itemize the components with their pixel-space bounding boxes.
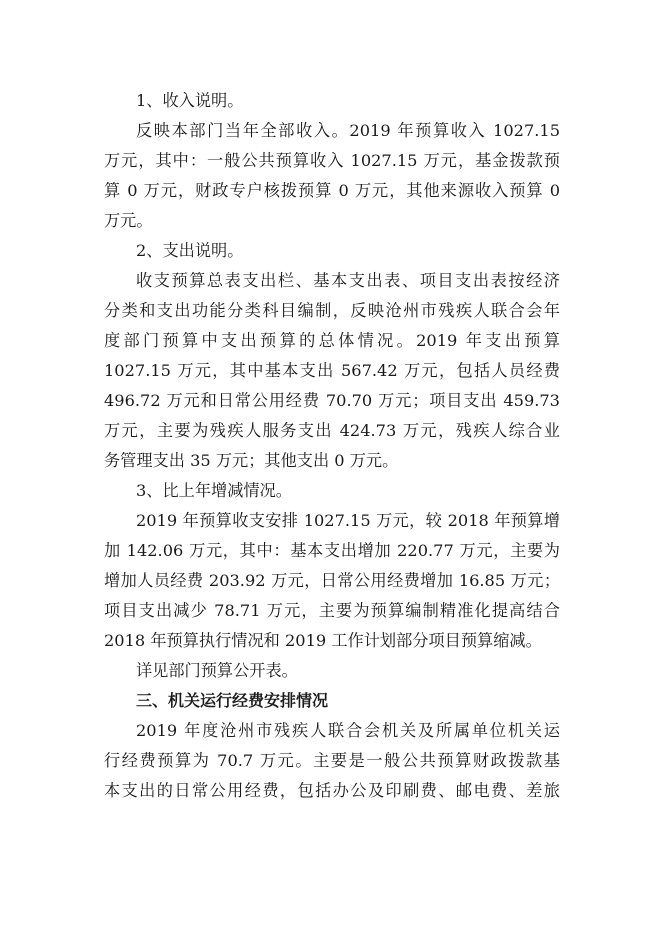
expenditure-paragraph-line: 万元，主要为残疾人服务支出 424.73 万元，残疾人综合业 — [104, 421, 560, 440]
income-section-heading: 1、收入说明。 — [136, 91, 244, 110]
operating-expenses-heading: 三、机关运行经费安排情况 — [136, 691, 329, 710]
operating-expenses-paragraph-line: 行经费预算为 70.7 万元。主要是一般公共预算财政拨款基 — [104, 751, 560, 770]
expenditure-section-heading: 2、支出说明。 — [136, 241, 244, 260]
change-paragraph-line: 2019 年预算收支安排 1027.15 万元，较 2018 年预算增 — [136, 511, 560, 530]
see-tables-note: 详见部门预算公开表。 — [136, 661, 298, 680]
expenditure-paragraph-line: 分类和支出功能分类科目编制，反映沧州市残疾人联合会年 — [104, 301, 560, 320]
operating-expenses-paragraph-line: 2019 年度沧州市残疾人联合会机关及所属单位机关运 — [136, 721, 560, 740]
expenditure-paragraph-line: 务管理支出 35 万元；其他支出 0 万元。 — [104, 451, 399, 470]
income-paragraph-line: 反映本部门当年全部收入。2019 年预算收入 1027.15 — [136, 121, 560, 140]
expenditure-paragraph-line: 度部门预算中支出预算的总体情况。2019 年支出预算 — [104, 331, 560, 350]
income-paragraph-line: 算 0 万元，财政专户核拨预算 0 万元，其他来源收入预算 0 — [104, 181, 560, 200]
operating-expenses-paragraph-line: 本支出的日常公用经费，包括办公及印刷费、邮电费、差旅 — [104, 781, 560, 800]
change-paragraph-line: 增加人员经费 203.92 万元，日常公用经费增加 16.85 万元； — [104, 571, 560, 590]
income-paragraph-line: 万元，其中：一般公共预算收入 1027.15 万元，基金拨款预 — [104, 151, 560, 170]
change-section-heading: 3、比上年增减情况。 — [136, 481, 292, 500]
expenditure-paragraph-line: 496.72 万元和日常公用经费 70.70 万元；项目支出 459.73 — [104, 391, 560, 410]
income-paragraph-line: 万元。 — [104, 211, 153, 230]
document-body — [104, 86, 560, 806]
change-paragraph-line: 加 142.06 万元，其中：基本支出增加 220.77 万元，主要为 — [104, 541, 560, 560]
change-paragraph-line: 项目支出减少 78.71 万元，主要为预算编制精准化提高结合 — [104, 601, 560, 620]
expenditure-paragraph-line: 1027.15 万元，其中基本支出 567.42 万元，包括人员经费 — [104, 361, 560, 380]
expenditure-paragraph-line: 收支预算总表支出栏、基本支出表、项目支出表按经济 — [136, 271, 560, 290]
change-paragraph-line: 2018 年预算执行情况和 2019 工作计划部分项目预算缩减。 — [104, 631, 542, 650]
